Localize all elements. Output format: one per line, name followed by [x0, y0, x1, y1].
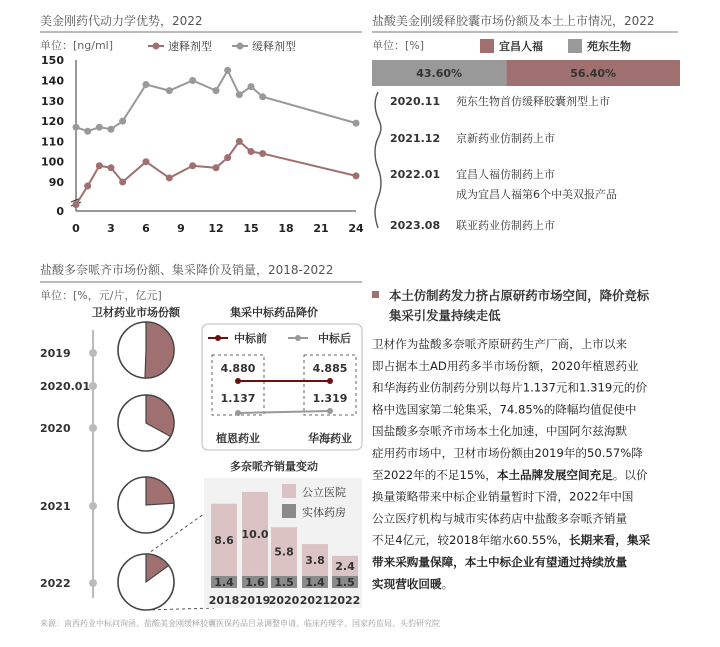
- pk-x-tick: 6: [142, 222, 150, 235]
- sales-label-hospital: 10.0: [241, 527, 269, 541]
- price-point-after: [327, 408, 333, 414]
- price-company-huahai: 华海药业: [308, 432, 352, 445]
- donepezil-unit: 单位：[%，元/片，亿元]: [40, 289, 162, 302]
- pk-chart-panel: [40, 13, 364, 235]
- price-before-zhien: 4.880: [220, 362, 256, 375]
- year-dot: [89, 349, 97, 357]
- year-label: 2019: [40, 347, 71, 360]
- pk-axes: [41, 54, 364, 235]
- share-bar-label: 43.60%: [416, 67, 463, 80]
- share-pie-slice: [145, 322, 174, 378]
- sales-label-hospital: 3.8: [305, 554, 325, 568]
- sales-label-pharmacy: 1.5: [335, 576, 355, 589]
- paragraph-line: [372, 490, 633, 504]
- pk-point-extended: [73, 124, 80, 131]
- share-bar: [372, 60, 680, 86]
- paragraph-line: [372, 555, 627, 569]
- pk-x-tick: 18: [278, 222, 294, 235]
- sales-label-pharmacy: 1.4: [214, 576, 234, 589]
- price-point-after: [235, 410, 241, 416]
- sales-year-label: 2021: [299, 594, 331, 607]
- legend-label-after: 中标后: [318, 332, 351, 345]
- legend-swatch-yuandong: [568, 39, 582, 53]
- pk-point-extended: [213, 87, 220, 94]
- paragraph-span: 带来采购量保障，本土中标企业有望通过持续放量: [372, 555, 628, 569]
- legend-swatch-yichang: [480, 39, 494, 53]
- pk-point-immediate: [189, 162, 196, 169]
- pk-x-tick: 24: [348, 222, 364, 235]
- pk-point-immediate: [119, 179, 126, 186]
- heading-bullet: [372, 291, 379, 298]
- launch-timeline: [375, 92, 617, 232]
- legend-swatch-hospital: [282, 484, 296, 498]
- paragraph-span: 公立医疗机构与城市实体药店中盐酸多奈哌齐销量: [372, 511, 628, 526]
- timeline-date: 2023.08: [390, 219, 441, 232]
- pk-y-tick: 150: [41, 54, 64, 68]
- year-dot: [89, 502, 97, 510]
- pk-point-extended: [96, 124, 103, 131]
- donepezil-title: 盐酸多奈哌齐市场份额、集采降价及销量，2018-2022: [40, 263, 334, 277]
- pk-unit: 单位：[ng/ml]: [40, 39, 114, 52]
- legend-swatch-pharmacy: [282, 504, 296, 518]
- source-note: 来源：南西药业中标问询函、盐酸美金刚缓释胶囊医保药品目录调整申请、临床药理学、国家药监局、头豹研究院: [40, 619, 440, 628]
- pk-point-extended: [248, 83, 255, 90]
- paragraph-span: 实现营收回暖: [372, 576, 442, 591]
- commentary-panel: [372, 288, 651, 591]
- price-point-before: [235, 378, 241, 384]
- pk-series: [73, 67, 360, 208]
- legend-marker-extended: [237, 43, 244, 50]
- sales-label-hospital: 5.8: [274, 545, 294, 559]
- pk-point-immediate: [353, 172, 360, 179]
- paragraph-line: [372, 359, 639, 373]
- legend-label-yichang: 宜昌人福: [499, 40, 543, 53]
- paragraph-span: 卫材作为盐酸多奈哌齐原研药生产厂商，上市以来: [372, 337, 628, 351]
- pk-y-tick: 100: [41, 155, 64, 169]
- legend-marker-immediate: [153, 43, 160, 50]
- pk-y-tick: 120: [41, 115, 64, 129]
- legend-label-extended: 缓释剂型: [252, 40, 296, 53]
- paragraph-span: 格中选国家第二轮集采，74.85%的降幅均值促使中: [372, 402, 637, 417]
- sales-year-label: 2018: [208, 594, 240, 607]
- paragraph-span: 。以价: [612, 467, 648, 482]
- price-point-before: [327, 378, 333, 384]
- pk-y-tick: 110: [41, 135, 64, 149]
- share-bar-label: 56.40%: [570, 67, 617, 80]
- paragraph-line: [372, 533, 651, 547]
- sales-title: 多奈哌齐销量变动: [230, 460, 318, 473]
- pk-y-tick: 130: [41, 94, 64, 108]
- price-after-huahai: 1.319: [312, 392, 348, 405]
- legend-label-yuandong: 苑东生物: [587, 40, 631, 53]
- timeline-event: 京新药业仿制药上市: [456, 132, 555, 145]
- pk-x-tick: 12: [208, 222, 224, 235]
- sales-label-pharmacy: 1.5: [274, 576, 294, 589]
- pk-point-immediate: [224, 154, 231, 161]
- pk-y-tick: 0: [56, 205, 64, 218]
- sales-label-pharmacy: 1.4: [305, 576, 325, 589]
- heading-line-1: 本土仿制药发力挤占原研药市场空间，降价竞标: [389, 288, 650, 303]
- paragraph-span: 症用药市场中，卫材市场份额由2019年的50.57%降: [372, 446, 643, 460]
- year-dot: [89, 382, 97, 390]
- timeline-date: 2022.01: [390, 168, 441, 181]
- legend-label-pharmacy: 实体药房: [302, 506, 346, 519]
- pk-point-extended: [353, 120, 360, 127]
- donepezil-panel: [40, 262, 362, 610]
- pk-point-immediate: [166, 174, 173, 181]
- sales-label-pharmacy: 1.6: [245, 575, 265, 589]
- pk-chart-title: 美金刚药代动力学优势，2022: [40, 14, 203, 28]
- pk-point-extended: [259, 93, 266, 100]
- price-company-zhien: 植恩药业: [216, 432, 260, 445]
- legend-label-hospital: 公立医院: [302, 486, 346, 499]
- paragraph-line: [372, 446, 643, 460]
- pk-series-line-extended: [76, 70, 356, 131]
- paragraph-line: [372, 402, 637, 416]
- paragraph-line: [372, 577, 453, 591]
- pk-series-line-immediate: [76, 141, 356, 204]
- pie-title: 卫材药业市场份额: [92, 306, 180, 319]
- year-dot: [89, 424, 97, 432]
- paragraph-span: 长期来看，集采: [569, 533, 651, 548]
- paragraph-span: 本土品牌发展空间充足: [496, 467, 613, 482]
- paragraph-span: 国盐酸多奈哌齐市场本土化加速，中国阿尔兹海默: [372, 424, 628, 439]
- pk-x-tick: 0: [72, 222, 80, 235]
- paragraph-line: [372, 337, 627, 351]
- paragraph-span: 不足4亿元，较2018年缩水60.55%，: [372, 533, 570, 548]
- pk-x-tick: 3: [107, 222, 115, 235]
- price-panel: [202, 305, 362, 450]
- paragraph-span: 。: [441, 576, 454, 591]
- sales-year-label: 2022: [329, 594, 361, 607]
- pk-point-extended: [108, 126, 115, 133]
- price-after-zhien: 1.137: [220, 392, 256, 405]
- timeline-date: 2021.12: [390, 132, 441, 145]
- legend-marker-after: [295, 335, 301, 341]
- pk-point-extended: [166, 87, 173, 94]
- share-title: 盐酸美金刚缓释胶囊市场份额及本土上市情况，2022: [372, 14, 655, 28]
- commentary-paragraph: [372, 337, 651, 591]
- year-label: 2022: [40, 577, 71, 590]
- pk-point-immediate: [248, 148, 255, 155]
- pk-point-extended: [236, 91, 243, 98]
- legend-label-immediate: 速释剂型: [168, 40, 212, 53]
- paragraph-line: [372, 381, 647, 395]
- share-panel: [372, 13, 680, 232]
- timeline-event: 苑东生物首仿缓释胶囊剂型上市: [456, 95, 610, 108]
- price-title: 集采中标药品降价: [230, 306, 318, 319]
- year-axis: [40, 330, 97, 598]
- sales-label-hospital: 8.6: [214, 533, 234, 547]
- sales-year-label: 2020: [268, 594, 300, 607]
- pk-point-extended: [119, 118, 126, 125]
- pk-point-extended: [224, 67, 231, 74]
- pk-point-immediate: [84, 183, 91, 190]
- paragraph-span: 至2022年的不足15%，: [372, 467, 497, 482]
- pk-point-immediate: [108, 164, 115, 171]
- paragraph-span: 即占据本土AD用药多半市场份额，2020年植恩药业: [372, 358, 639, 373]
- legend-marker-before: [215, 335, 221, 341]
- pk-point-extended: [143, 81, 150, 88]
- timeline-brace: [375, 92, 381, 228]
- pk-y-tick: 90: [48, 176, 64, 189]
- pk-point-extended: [189, 77, 196, 84]
- pk-point-immediate: [259, 150, 266, 157]
- year-label: 2021: [40, 500, 71, 513]
- year-dot: [89, 579, 97, 587]
- pk-point-immediate: [73, 201, 80, 208]
- pk-x-tick: 9: [177, 222, 185, 235]
- pk-x-tick: 15: [243, 222, 259, 235]
- timeline-event: 宜昌人福仿制药上市: [456, 168, 555, 181]
- pk-legend: [148, 39, 296, 53]
- share-unit: 单位：[%]: [372, 39, 425, 52]
- paragraph-span: 和华海药业仿制药分别以每片1.137元和1.319元的价: [372, 380, 648, 395]
- share-pie-slice: [146, 477, 174, 505]
- year-label: 2020.01: [40, 380, 91, 393]
- paragraph-line: [372, 468, 648, 482]
- paragraph-line: [372, 424, 627, 438]
- paragraph-span: 换量策略带来中标企业销量暂时下滑，2022年中国: [372, 489, 634, 504]
- legend-label-before: 中标前: [234, 332, 267, 345]
- timeline-date: 2020.11: [390, 95, 441, 108]
- pk-point-immediate: [143, 158, 150, 165]
- sales-panel: [204, 459, 362, 608]
- timeline-event: 成为宜昌人福第6个中美双报产品: [456, 188, 617, 201]
- heading-line-2: 集采引发量持续走低: [389, 308, 501, 323]
- pk-point-immediate: [236, 138, 243, 145]
- year-label: 2020: [40, 422, 71, 435]
- pk-point-immediate: [213, 164, 220, 171]
- pk-point-immediate: [96, 162, 103, 169]
- price-before-huahai: 4.885: [312, 362, 348, 375]
- pk-y-tick: 140: [41, 74, 64, 88]
- timeline-event: 联亚药业仿制药上市: [456, 219, 555, 232]
- paragraph-line: [372, 511, 627, 525]
- pk-point-extended: [84, 128, 91, 135]
- sales-year-label: 2019: [239, 594, 271, 607]
- sales-label-hospital: 2.4: [335, 559, 355, 573]
- pk-x-tick: 21: [313, 222, 329, 235]
